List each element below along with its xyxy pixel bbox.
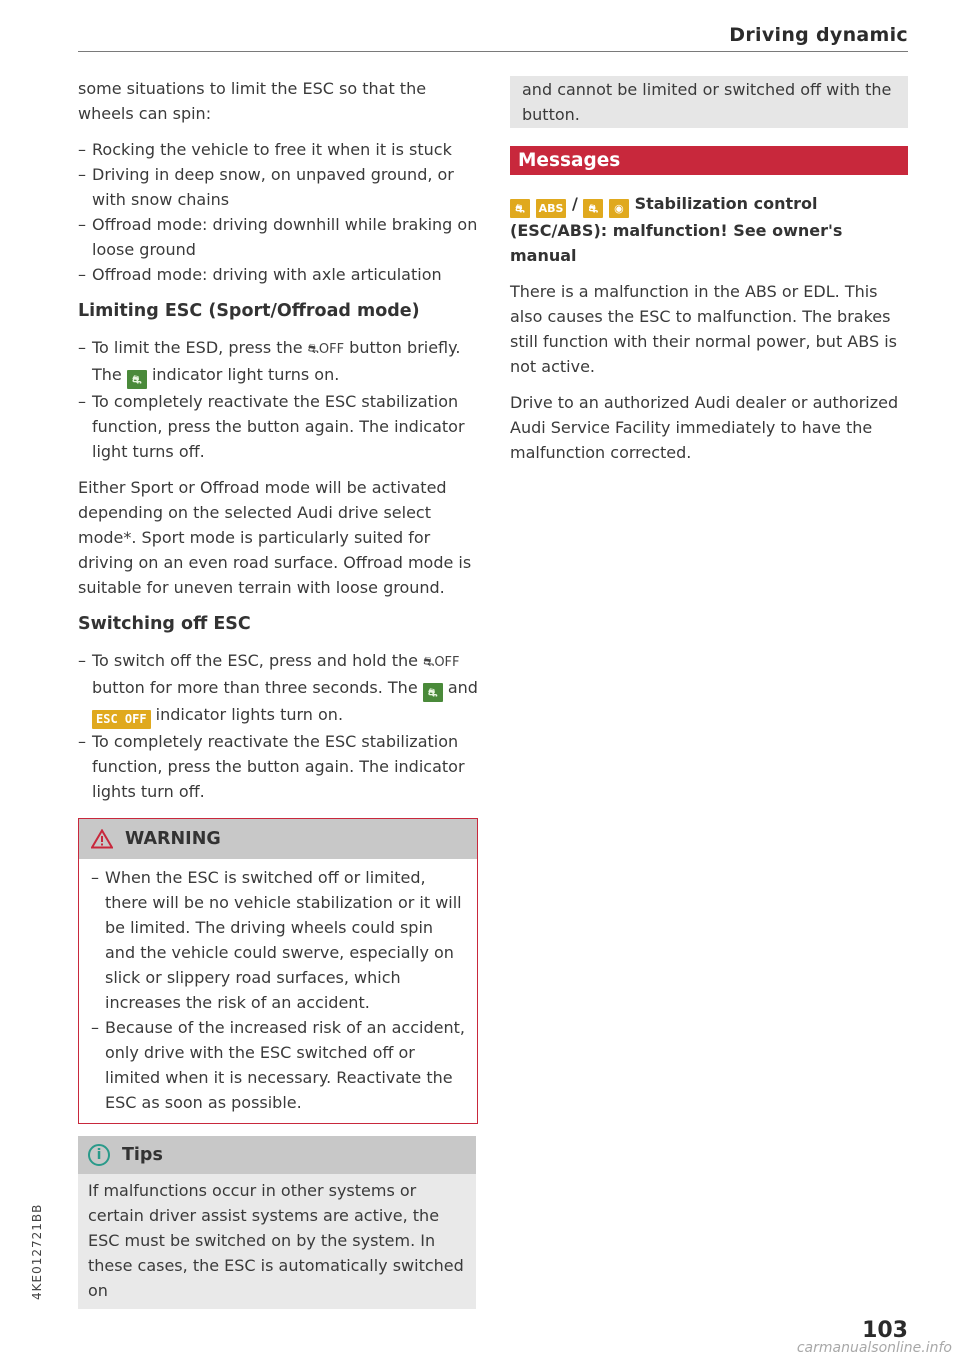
malfunction-paragraph: There is a malfunction in the ABS or EDL. This also causes the ESC to malfunction. The brakes still function with their normal power, but ABS is not active. bbox=[510, 282, 897, 376]
esc-warning-indicator-icon: ⛐ bbox=[510, 199, 530, 218]
list-item: – Driving in deep snow, on unpaved ground, or with snow chains bbox=[78, 162, 478, 212]
warning-box bbox=[78, 818, 478, 1124]
esc-off-indicator-icon: ⛐ bbox=[423, 683, 443, 702]
list-item: – Offroad mode: driving downhill while braking on loose ground bbox=[78, 212, 478, 262]
continued-tips-box bbox=[510, 76, 908, 128]
message-title: ⛐ ABS / ⛐ ◉ Stabilization control (ESC/ABS): malfunction! See owner's manual bbox=[510, 194, 843, 265]
esc-off-text-indicator: ESC OFF bbox=[92, 710, 151, 729]
dealer-paragraph: Drive to an authorized Audi dealer or authorized Audi Service Facility immediately to have the malfunction corrected. bbox=[510, 393, 899, 462]
warning-title: WARNING bbox=[125, 828, 221, 849]
header-rule bbox=[78, 51, 908, 52]
right-column bbox=[510, 76, 908, 476]
intro-list bbox=[78, 137, 478, 287]
switching-off-esc-heading: Switching off ESC bbox=[78, 614, 251, 634]
document-code: 4KE012721BB bbox=[30, 1203, 44, 1300]
mode-paragraph: Either Sport or Offroad mode will be activated depending on the selected Audi drive select mode*. Sport mode is particularly suited for driving on an even road surface. Offroad mode is suitable for uneven terrain with loose ground. bbox=[78, 478, 472, 597]
warning-header bbox=[79, 819, 477, 859]
limiting-list bbox=[78, 335, 478, 464]
list-item: – To completely reactivate the ESC stabilization function, press the button again. The indicator lights turn off. bbox=[78, 729, 478, 804]
limiting-esc-heading: Limiting ESC (Sport/Offroad mode) bbox=[78, 301, 420, 321]
page-number: 103 bbox=[862, 1318, 908, 1343]
warning-triangle-icon bbox=[91, 829, 113, 849]
tips-title: Tips bbox=[122, 1144, 163, 1165]
switching-list bbox=[78, 648, 478, 804]
list-item: – Offroad mode: driving with axle articulation bbox=[78, 262, 478, 287]
list-item: – Rocking the vehicle to free it when it is stuck bbox=[78, 137, 478, 162]
esc-warning-indicator-icon: ⛐ bbox=[583, 199, 603, 218]
warning-body bbox=[79, 859, 477, 1123]
watermark: carmanualsonline.info bbox=[796, 1340, 952, 1356]
abs-indicator-icon: ABS bbox=[536, 199, 567, 218]
tips-header bbox=[78, 1136, 476, 1174]
esc-sport-indicator-icon: ⛐ bbox=[127, 370, 147, 389]
tips-text: If malfunctions occur in other systems or certain driver assist systems are active, the ESC must be switched on by the system. In these cases, the ESC is automatically switched on bbox=[88, 1181, 464, 1300]
continued-text: and cannot be limited or switched off with the button. bbox=[522, 80, 892, 124]
list-item: – When the ESC is switched off or limited, there will be no vehicle stabilization or it will be limited. The driving wheels could spin and the vehicle could swerve, especially on slick or slippery road surfaces, which increases the risk of an accident. bbox=[91, 865, 467, 1015]
esc-off-button-icon: ⛐OFF bbox=[307, 342, 345, 357]
left-column bbox=[78, 76, 478, 1309]
tips-body bbox=[78, 1174, 476, 1309]
tips-box bbox=[78, 1136, 476, 1309]
list-item: – Because of the increased risk of an accident, only drive with the ESC switched off or limited when it is necessary. Reactivate the ESC as soon as possible. bbox=[91, 1015, 467, 1115]
intro-text: some situations to limit the ESC so that the wheels can spin: bbox=[78, 79, 427, 123]
info-icon: i bbox=[88, 1144, 110, 1166]
list-item: – To completely reactivate the ESC stabilization function, press the button again. The indicator light turns off. bbox=[78, 389, 478, 464]
list-item: – To switch off the ESC, press and hold the ⛐OFF button for more than three seconds. The ⛐ and ESC OFF indicator lights turn on. bbox=[78, 648, 478, 729]
messages-heading: Messages bbox=[510, 146, 908, 175]
running-header: Driving dynamic bbox=[729, 24, 908, 46]
esc-off-button-icon: ⛐OFF bbox=[423, 655, 460, 670]
abs-circle-indicator-icon: ◉ bbox=[609, 199, 629, 218]
list-item: – To limit the ESD, press the ⛐OFF button briefly. The ⛐ indicator light turns on. bbox=[78, 335, 478, 389]
